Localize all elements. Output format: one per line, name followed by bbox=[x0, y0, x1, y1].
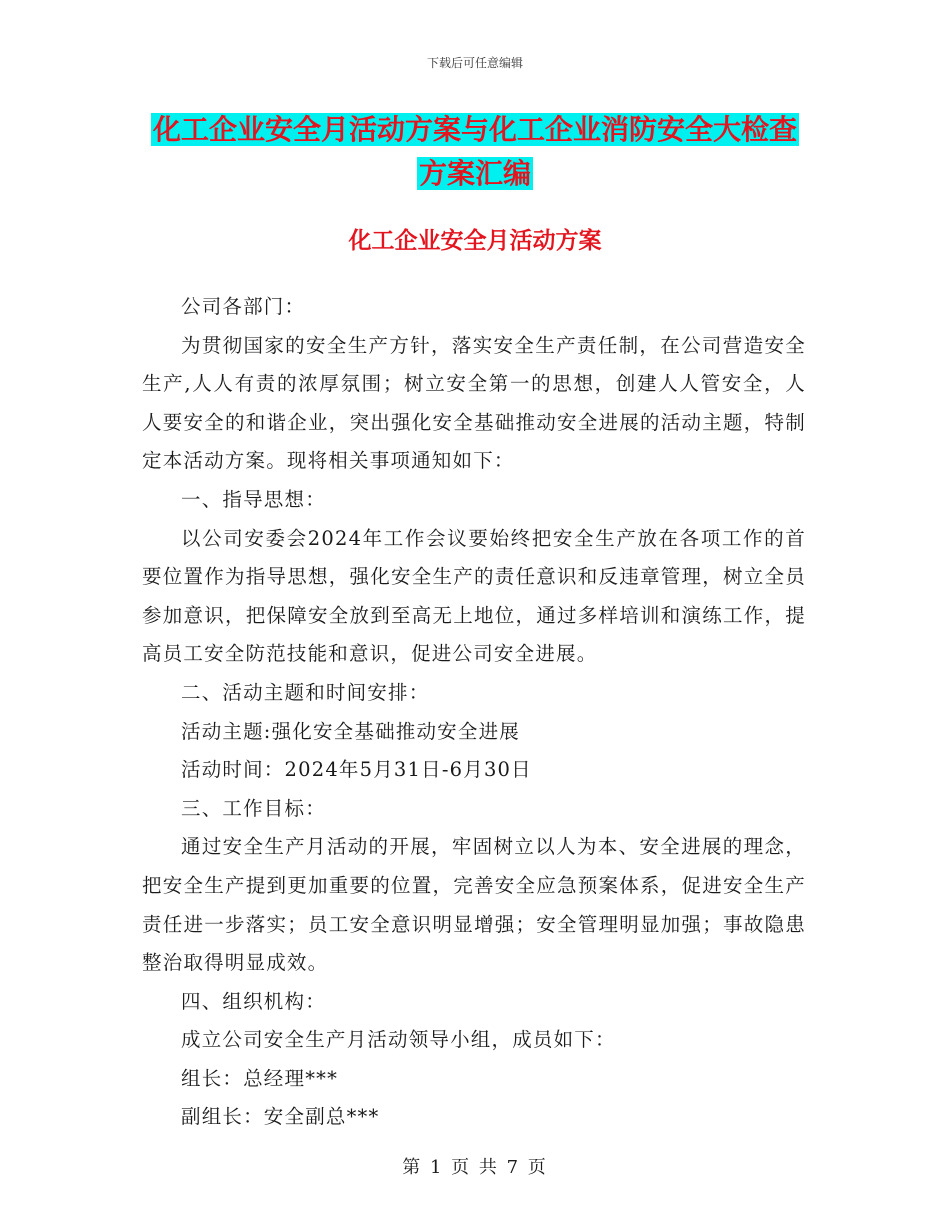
header-note: 下载后可任意编辑 bbox=[426, 56, 523, 70]
paragraph-deputy-leader: 副组长：安全副总*** bbox=[181, 1105, 380, 1129]
heading-goals: 三、工作目标： bbox=[181, 796, 326, 820]
heading-theme-schedule: 二、活动主题和时间安排： bbox=[181, 680, 430, 704]
paragraph-salutation: 公司各部门： bbox=[181, 295, 306, 318]
heading-guiding-thought: 一、指导思想： bbox=[181, 487, 326, 511]
heading-organization: 四、组织机构： bbox=[181, 989, 326, 1013]
body-text bbox=[142, 288, 806, 1137]
paragraph-guiding-thought: 以公司安委会2024年工作会议要始终把安全生产放在各项工作的首要位置作为指导思想，强化安全生产的责任意识和反违章管理，树立全员参加意识，把保障安全放到至高无上地位，通过多样培训和演练工作，提高员工安全防范技能和意识，促进公司安全进展。 bbox=[142, 526, 806, 666]
paragraph-theme: 活动主题:强化安全基础推动安全进展 bbox=[181, 719, 520, 743]
section-title: 化工企业安全月活动方案 bbox=[348, 228, 602, 254]
paragraph-intro: 为贯彻国家的安全生产方针，落实安全生产责任制，在公司营造安全生产,人人有责的浓厚氛围；树立安全第一的思想，创建人人管安全，人人要安全的和谐企业，突出强化安全基础推动安全进展的活动主题，特制定本活动方案。现将相关事项通知如下： bbox=[142, 333, 806, 473]
paragraph-leader: 组长：总经理*** bbox=[181, 1066, 339, 1090]
document-title-line2: 方案汇编 bbox=[418, 157, 531, 190]
paragraph-goals: 通过安全生产月活动的开展，牢固树立以人为本、安全进展的理念，把安全生产提到更加重要的位置，完善安全应急预案体系，促进安全生产责任进一步落实；员工安全意识明显增强；安全管理明显加强；事故隐患整治取得明显成效。 bbox=[142, 835, 806, 975]
page-footer: 第 1 页 共 7 页 bbox=[402, 1157, 548, 1178]
document-title-line1: 化工企业安全月活动方案与化工企业消防安全大检查 bbox=[152, 113, 797, 146]
paragraph-organization: 成立公司安全生产月活动领导小组，成员如下： bbox=[181, 1028, 616, 1052]
document-title bbox=[140, 108, 810, 196]
paragraph-time: 活动时间：2024年5月31日-6月30日 bbox=[181, 758, 532, 782]
